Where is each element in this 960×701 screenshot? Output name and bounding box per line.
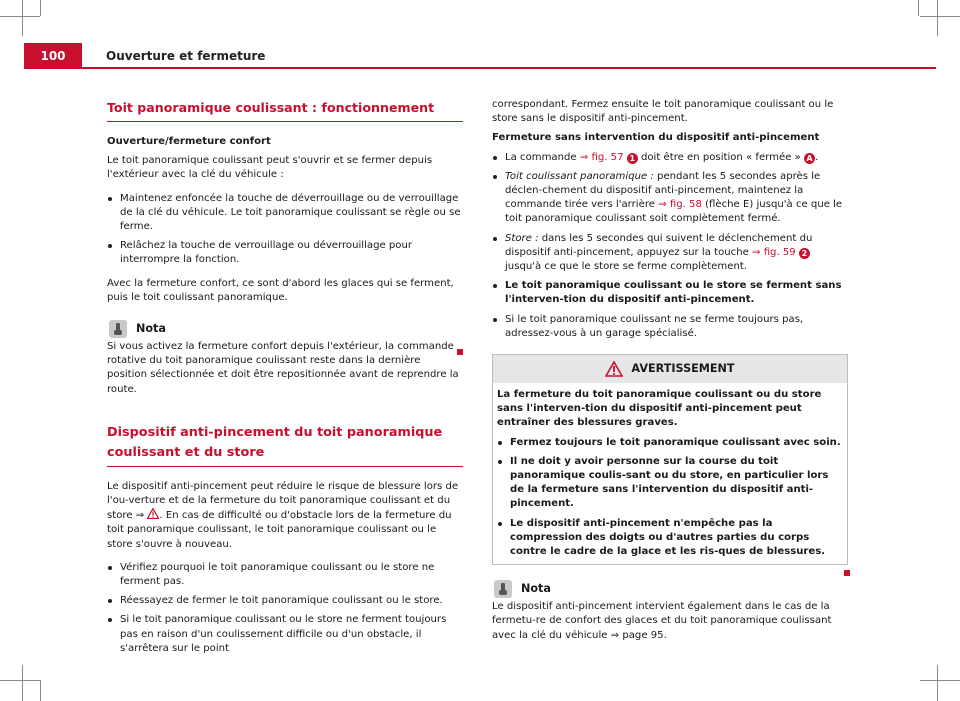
heading-anti-pinch: Dispositif anti-pincement du toit panoramique coulissant et du store xyxy=(107,423,463,467)
crop-mark xyxy=(920,680,960,681)
callout-number: 2 xyxy=(799,248,810,259)
crop-mark xyxy=(0,16,40,17)
crop-mark xyxy=(40,0,41,16)
list-item xyxy=(492,151,848,165)
list-item: Le toit panoramique coulissant ou le store se ferment sans l'interven-tion du dispositif anti-pincement. xyxy=(492,279,848,307)
warning-header xyxy=(493,355,847,383)
crop-mark xyxy=(920,16,960,17)
subheading-no-anti-pinch: Fermeture sans intervention du dispositif anti-pincement xyxy=(492,132,820,144)
text-segment: pendant les 5 secondes après le déclen-chement du dispositif anti-pincement, maintenez la commande tirée vers l'arrière xyxy=(505,170,821,211)
right-column xyxy=(492,98,848,643)
text-segment: La commande xyxy=(505,151,577,163)
list-item: Relâchez la touche de verrouillage ou déverrouillage pour interrompre la fonction. xyxy=(107,239,463,267)
paragraph: Avec la fermeture confort, ce sont d'abord les glaces qui se ferment, puis le toit coulissant panoramique. xyxy=(107,277,454,303)
text-segment: jusqu'à ce que le store se ferme complètement. xyxy=(505,261,748,273)
end-mark xyxy=(844,567,850,581)
text-segment: (flèche E) jusqu'à ce que le toit panoramique coulissant soit complètement fermé. xyxy=(505,199,843,225)
paragraph xyxy=(107,480,463,552)
callout-number: 1 xyxy=(627,153,638,164)
text-emphasis: Toit coulissant panoramique : xyxy=(505,170,654,182)
figure-link[interactable]: ⇒ fig. 57 xyxy=(579,151,624,163)
crop-mark xyxy=(937,0,938,36)
header-rule xyxy=(82,67,936,69)
callout-letter: A xyxy=(804,153,815,164)
list-item: Réessayez de fermer le toit panoramique coulissant ou le store. xyxy=(107,594,463,608)
list-item: Fermez toujours le toit panoramique coulissant avec soin. xyxy=(497,436,843,450)
subheading-comfort: Ouverture/fermeture confort xyxy=(107,136,271,147)
crop-mark xyxy=(22,665,23,701)
list-item xyxy=(492,232,848,275)
crop-mark xyxy=(0,680,40,681)
text-segment: . En cas de difficulté ou d'obstacle lors de la fermeture du toit panoramique coulissant, le toit panoramique coulissant ou le store s'ouvre à nouveau. xyxy=(107,510,452,550)
page-number: 100 xyxy=(24,43,82,69)
text-segment: . xyxy=(815,151,819,163)
figure-link[interactable]: ⇒ fig. 58 xyxy=(658,199,702,211)
crop-mark xyxy=(22,0,23,36)
warning-body xyxy=(493,383,847,564)
nota-text: Si vous activez la fermeture confort depuis l'extérieur, la commande rotative du toit panoramique coulissant reste dans la dernière position sélectionnée et doit être repositionnée avant de reprendre la route. xyxy=(107,341,459,395)
crop-mark xyxy=(40,680,41,701)
list-item: Si le toit panoramique coulissant ou le store ne ferment toujours pas en raison d'un coulissement difficile ou d'un obstacle, il s'arrêtera sur le point xyxy=(107,613,463,656)
nota-header xyxy=(492,578,848,600)
warning-triangle-icon[interactable] xyxy=(147,508,159,519)
text-segment: doit être en position « fermée » xyxy=(640,151,801,163)
text-segment: dans les 5 secondes qui suivent le déclenchement du dispositif anti-pincement, appuyez sur la touche xyxy=(505,232,813,258)
figure-link[interactable]: ⇒ fig. 59 xyxy=(752,246,796,258)
info-hand-icon xyxy=(109,320,127,338)
end-mark xyxy=(457,346,463,360)
text-segment: Le dispositif anti-pincement peut réduire le risque de blessure lors de l'ou-verture et de la fermeture du toit panoramique coulissant et du store ⇒ xyxy=(107,480,459,522)
nota-label: Nota xyxy=(521,582,551,596)
heading-panoramic-roof: Toit panoramique coulissant : fonctionnement xyxy=(107,98,463,122)
nota-header xyxy=(107,318,463,340)
warning-triangle-icon xyxy=(605,361,623,377)
crop-mark xyxy=(937,665,938,701)
warning-box xyxy=(492,354,848,565)
nota-label: Nota xyxy=(136,321,166,335)
list-item xyxy=(492,170,848,227)
warning-label: AVERTISSEMENT xyxy=(631,361,735,375)
nota-text: Le dispositif anti-pincement intervient également dans le cas de la fermetu-re de confort des glaces et du toit panoramique coulissant avec la clé du véhicule ⇒ page 95. xyxy=(492,601,832,641)
paragraph: correspondant. Fermez ensuite le toit panoramique coulissant ou le store sans le dispositif anti-pincement. xyxy=(492,99,834,125)
section-title: Ouverture et fermeture xyxy=(106,49,266,63)
list-item: Le dispositif anti-pincement n'empêche pas la compression des doigts ou d'autres parties du corps contre le cadre de la glace et les ris-ques de blessures. xyxy=(497,517,843,560)
info-hand-icon xyxy=(494,580,512,598)
list-item: Si le toit panoramique coulissant ne se ferme toujours pas, adressez-vous à un garage spécialisé. xyxy=(492,313,848,341)
warning-intro: La fermeture du toit panoramique coulissant ou du store sans l'interven-tion du dispositif anti-pincement peut entraîner des blessures graves. xyxy=(497,389,822,429)
list-item: Maintenez enfoncée la touche de déverrouillage ou de verrouillage de la clé du véhicule. Le toit panoramique coulissant se règle ou se ferme. xyxy=(107,192,463,235)
paragraph: Le toit panoramique coulissant peut s'ouvrir et se fermer depuis l'extérieur avec la clé du véhicule : xyxy=(107,155,433,181)
left-column xyxy=(107,98,463,656)
crop-mark xyxy=(918,0,919,16)
list-item: Vérifiez pourquoi le toit panoramique coulissant ou le store ne ferment pas. xyxy=(107,561,463,589)
text-emphasis: Store : xyxy=(505,232,539,244)
list-item: Il ne doit y avoir personne sur la course du toit panoramique coulis-sant ou du store, en particulier lors de la fermeture sans l'intervention du dispositif anti-pincement. xyxy=(497,455,843,512)
